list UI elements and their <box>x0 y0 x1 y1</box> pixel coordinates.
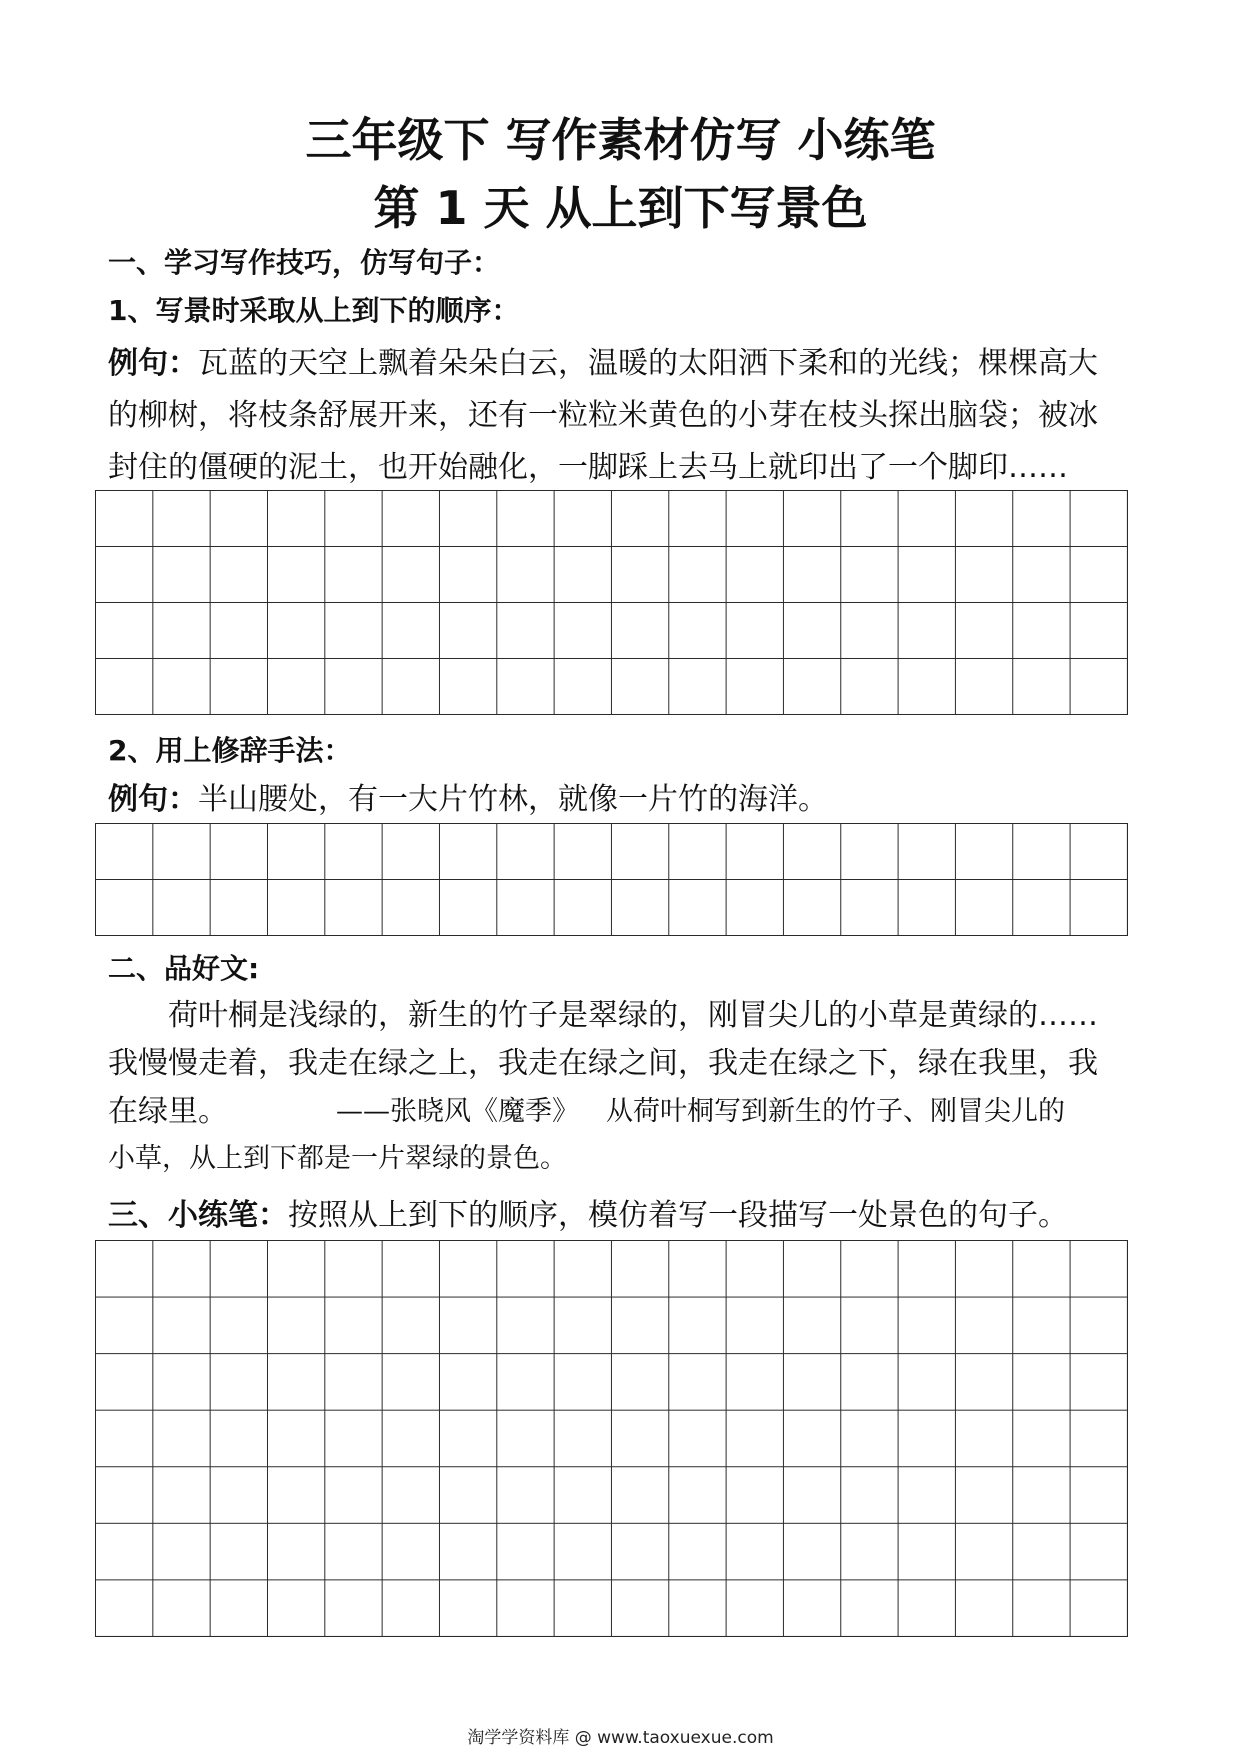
example2-text: 半山腰处，有一大片竹林，就像一片竹的海洋。 <box>198 782 828 817</box>
example1-label: 例句： <box>108 346 198 381</box>
sub1-heading: 1、写景时采取从上到下的顺序： <box>108 294 520 327</box>
section1-heading: 一、学习写作技巧，仿写句子： <box>108 246 501 279</box>
example1-line3: 封住的僵硬的泥土，也开始融化，一脚踩上去马上就印出了一个脚印…… <box>108 450 1068 485</box>
passage-source: ——张晓风《魔季》 <box>336 1096 579 1127</box>
section3-line <box>108 1196 1068 1236</box>
footer-watermark: 淘学学资料库 @ www.taoxuexue.com <box>467 1728 774 1748</box>
example1-line1 <box>108 344 1098 384</box>
passage-line2: 我慢慢走着，我走在绿之上，我走在绿之间，我走在绿之下，绿在我里，我 <box>108 1046 1098 1081</box>
section3-heading: 三、小练笔： <box>108 1198 288 1233</box>
passage-line1: 荷叶桐是浅绿的，新生的竹子是翠绿的，刚冒尖儿的小草是黄绿的…… <box>168 998 1098 1033</box>
passage-note-line1: 从荷叶桐写到新生的竹子、刚冒尖儿的 <box>606 1096 1065 1127</box>
section3-instruction: 按照从上到下的顺序，模仿着写一段描写一处景色的句子。 <box>288 1198 1068 1233</box>
example1-line2: 的柳树，将枝条舒展开来，还有一粒粒米黄色的小芽在枝头探出脑袋；被冰 <box>108 398 1098 433</box>
passage-line3: 在绿里。 <box>108 1094 228 1129</box>
example2-label: 例句： <box>108 782 198 817</box>
passage-note-line2: 小草，从上到下都是一片翠绿的景色。 <box>108 1143 567 1174</box>
writing-grid-2[interactable] <box>95 823 1128 936</box>
writing-grid-1[interactable] <box>95 490 1128 715</box>
example1-text: 瓦蓝的天空上飘着朵朵白云，温暖的太阳洒下柔和的光线；棵棵高大 <box>198 346 1098 381</box>
writing-grid-3[interactable] <box>95 1240 1128 1637</box>
page-title: 三年级下 写作素材仿写 小练笔 <box>305 113 936 167</box>
page-subtitle: 第 1 天 从上到下写景色 <box>373 181 868 235</box>
example2-line <box>108 780 828 820</box>
section2-heading: 二、品好文: <box>108 952 260 985</box>
sub2-heading: 2、用上修辞手法： <box>108 734 352 767</box>
